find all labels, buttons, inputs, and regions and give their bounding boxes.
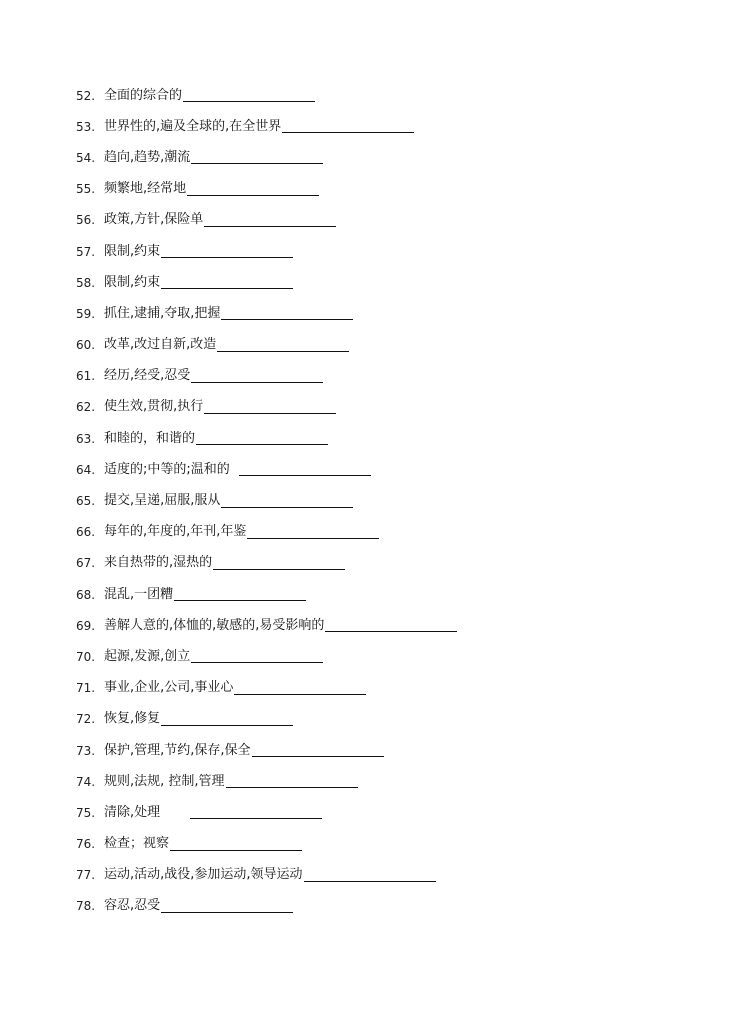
item-definition: 趋向,趋势,潮流 xyxy=(104,149,191,165)
list-item xyxy=(76,485,457,516)
answer-blank-line xyxy=(161,276,293,289)
item-definition: 容忍,忍受 xyxy=(104,898,161,914)
item-definition: 来自热带的,湿热的 xyxy=(104,555,213,571)
item-definition: 世界性的,遍及全球的,在全世界 xyxy=(104,118,282,134)
answer-blank-line xyxy=(174,588,306,601)
item-number: 56. xyxy=(76,213,96,228)
item-number: 57. xyxy=(76,244,96,259)
list-item xyxy=(76,704,457,735)
list-item xyxy=(76,142,457,173)
item-number: 74. xyxy=(76,774,96,789)
answer-blank-line xyxy=(196,432,328,445)
item-number: 77. xyxy=(76,868,96,883)
list-item xyxy=(76,517,457,548)
item-number: 71. xyxy=(76,681,96,696)
list-item xyxy=(76,361,457,392)
answer-blank-line xyxy=(204,401,336,414)
item-definition: 规则,法规, 控制,管理 xyxy=(104,773,225,789)
answer-blank-line xyxy=(282,120,414,133)
list-item xyxy=(76,766,457,797)
answer-blank-line xyxy=(191,151,323,164)
list-item xyxy=(76,548,457,579)
list-item xyxy=(76,829,457,860)
list-item xyxy=(76,454,457,485)
item-definition: 事业,企业,公司,事业心 xyxy=(104,680,234,696)
item-number: 70. xyxy=(76,649,96,664)
list-item xyxy=(76,610,457,641)
item-number: 75. xyxy=(76,805,96,820)
answer-blank-line xyxy=(161,900,293,913)
answer-blank-line xyxy=(325,619,457,632)
item-definition: 全面的综合的 xyxy=(104,87,183,103)
list-item xyxy=(76,579,457,610)
item-number: 63. xyxy=(76,431,96,446)
list-item xyxy=(76,735,457,766)
vocabulary-list xyxy=(76,80,457,922)
item-definition: 每年的,年度的,年刊,年鉴 xyxy=(104,524,247,540)
item-number: 52. xyxy=(76,88,96,103)
item-number: 58. xyxy=(76,275,96,290)
item-definition: 限制,约束 xyxy=(104,243,161,259)
item-number: 59. xyxy=(76,306,96,321)
item-definition: 起源,发源,创立 xyxy=(104,648,191,664)
list-item xyxy=(76,174,457,205)
item-number: 66. xyxy=(76,525,96,540)
list-item xyxy=(76,860,457,891)
item-number: 68. xyxy=(76,587,96,602)
item-number: 60. xyxy=(76,338,96,353)
item-number: 69. xyxy=(76,618,96,633)
answer-blank-line xyxy=(226,775,358,788)
item-definition: 和睦的，和谐的 xyxy=(104,430,196,446)
item-number: 54. xyxy=(76,150,96,165)
item-definition: 提交,呈递,屈服,服从 xyxy=(104,493,221,509)
item-number: 64. xyxy=(76,462,96,477)
item-number: 76. xyxy=(76,837,96,852)
item-definition: 善解人意的,体恤的,敏感的,易受影响的 xyxy=(104,617,325,633)
answer-blank-line xyxy=(213,557,345,570)
item-definition: 保护,管理,节约,保存,保全 xyxy=(104,742,251,758)
item-number: 53. xyxy=(76,119,96,134)
item-definition: 适度的;中等的;温和的 xyxy=(104,461,239,477)
answer-blank-line xyxy=(217,339,349,352)
list-item xyxy=(76,891,457,922)
item-definition: 政策,方针,保险单 xyxy=(104,212,204,228)
item-definition: 经历,经受,忍受 xyxy=(104,368,191,384)
list-item xyxy=(76,392,457,423)
list-item xyxy=(76,80,457,111)
answer-blank-line xyxy=(252,744,384,757)
answer-blank-line xyxy=(247,526,379,539)
answer-blank-line xyxy=(191,650,323,663)
answer-blank-line xyxy=(187,183,319,196)
answer-blank-line xyxy=(204,214,336,227)
answer-blank-line xyxy=(161,245,293,258)
list-item xyxy=(76,236,457,267)
list-item xyxy=(76,298,457,329)
list-item xyxy=(76,641,457,672)
item-number: 65. xyxy=(76,494,96,509)
answer-blank-line xyxy=(170,838,302,851)
item-number: 72. xyxy=(76,712,96,727)
answer-blank-line xyxy=(183,89,315,102)
list-item xyxy=(76,330,457,361)
answer-blank-line xyxy=(190,806,322,819)
item-number: 61. xyxy=(76,369,96,384)
list-item xyxy=(76,111,457,142)
item-definition: 频繁地,经常地 xyxy=(104,181,187,197)
list-item xyxy=(76,205,457,236)
item-definition: 混乱,一团糟 xyxy=(104,586,174,602)
answer-blank-line xyxy=(239,463,371,476)
answer-blank-line xyxy=(304,869,436,882)
answer-blank-line xyxy=(191,370,323,383)
item-definition: 改革,改过自新,改造 xyxy=(104,337,217,353)
item-definition: 恢复,修复 xyxy=(104,711,161,727)
list-item xyxy=(76,423,457,454)
answer-blank-line xyxy=(161,713,293,726)
answer-blank-line xyxy=(221,495,353,508)
answer-blank-line xyxy=(221,307,353,320)
item-number: 78. xyxy=(76,899,96,914)
item-number: 55. xyxy=(76,182,96,197)
item-number: 73. xyxy=(76,743,96,758)
list-item xyxy=(76,673,457,704)
item-definition: 抓住,逮捕,夺取,把握 xyxy=(104,305,221,321)
item-definition: 使生效,贯彻,执行 xyxy=(104,399,204,415)
list-item xyxy=(76,797,457,828)
item-definition: 限制,约束 xyxy=(104,274,161,290)
answer-blank-line xyxy=(234,682,366,695)
item-number: 67. xyxy=(76,556,96,571)
list-item xyxy=(76,267,457,298)
item-number: 62. xyxy=(76,400,96,415)
item-definition: 清除,处理 xyxy=(104,804,190,820)
item-definition: 检查；视察 xyxy=(104,836,170,852)
item-definition: 运动,活动,战役,参加运动,领导运动 xyxy=(104,867,303,883)
